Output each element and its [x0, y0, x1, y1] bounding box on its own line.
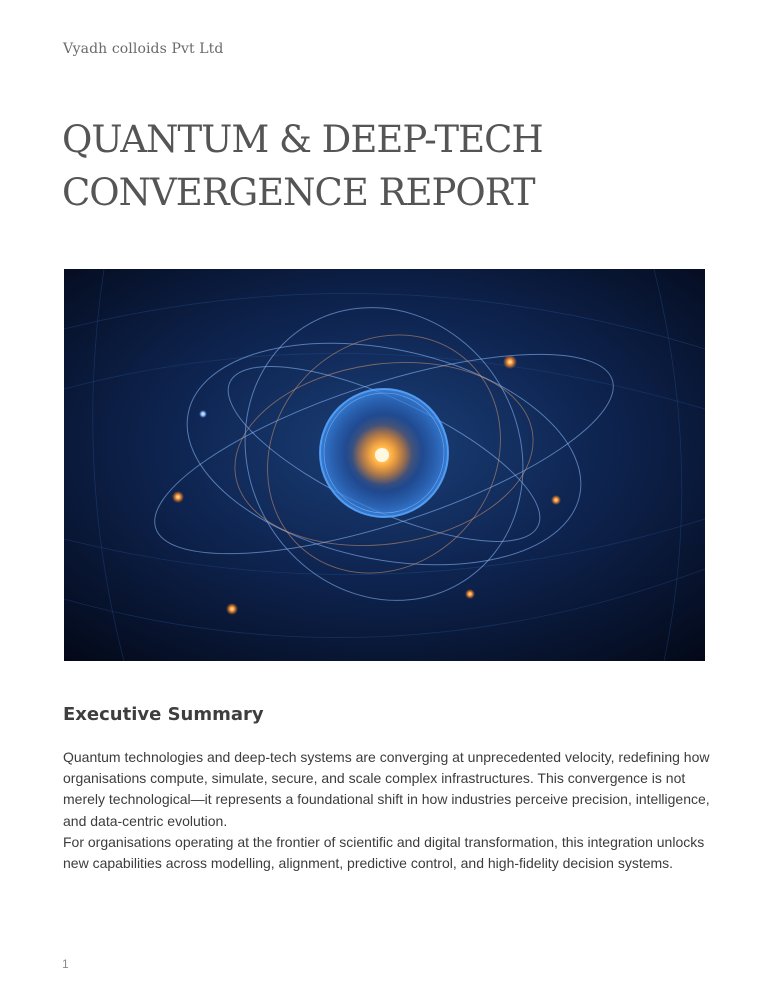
page-number: 1	[62, 957, 69, 971]
report-title-line-1: QUANTUM & DEEP-TECH	[62, 118, 543, 161]
executive-summary-heading: Executive Summary	[63, 704, 264, 725]
summary-paragraph-1: Quantum technologies and deep-tech systems are converging at unprecedented velocity, redefining how organisations compute, simulate, secure, and scale complex infrastructures. This convergence is not merely technological—it represents a foundational shift in how industries perceive precision, intelligence, and data-centric evolution.	[63, 749, 710, 829]
report-title	[62, 113, 722, 219]
atom-illustration	[64, 269, 705, 661]
hero-image	[64, 269, 705, 661]
company-name: Vyadh colloids Pvt Ltd	[63, 41, 224, 57]
report-title-line-2: CONVERGENCE REPORT	[62, 171, 535, 214]
summary-paragraph-2: For organisations operating at the frontier of scientific and digital transformation, this integration unlocks new capabilities across modelling, alignment, predictive control, and high-fidelity decision systems.	[63, 833, 705, 872]
executive-summary-body	[63, 747, 713, 874]
